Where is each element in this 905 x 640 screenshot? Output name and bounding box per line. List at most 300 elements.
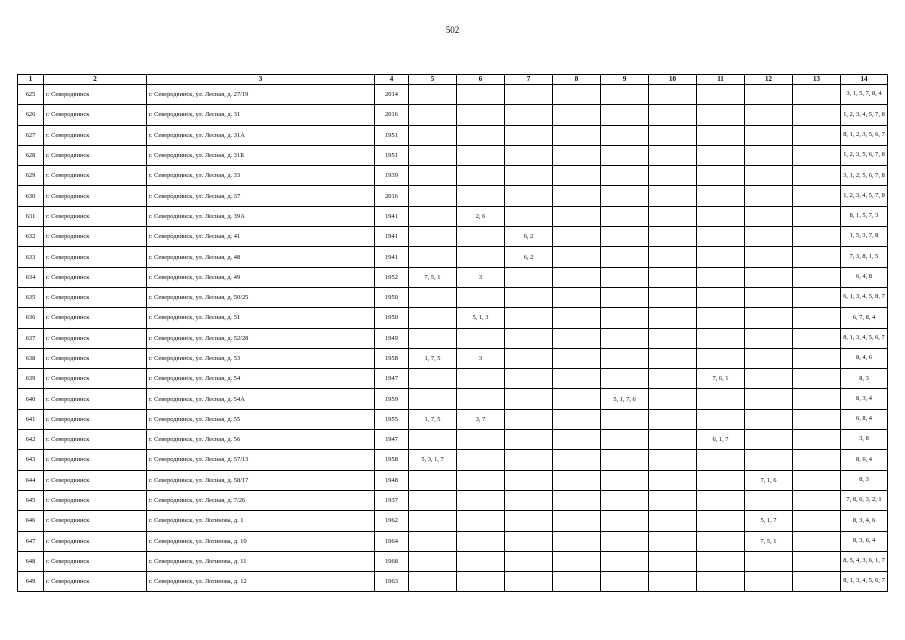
- table-cell: 8, 3, 4, 6: [841, 511, 888, 531]
- table-cell: г. Северодвинск, ул. Лесная, д. 31: [147, 105, 375, 125]
- table-cell: [745, 450, 793, 470]
- table-cell: г. Северодвинск: [44, 450, 147, 470]
- table-cell: 1958: [375, 450, 409, 470]
- table-cell: 1941: [375, 247, 409, 267]
- table-cell: г. Северодвинск: [44, 247, 147, 267]
- table-cell: г. Северодвинск: [44, 369, 147, 389]
- table-cell: г. Северодвинск, ул. Лесная, д. 27/19: [147, 85, 375, 105]
- table-cell: [505, 551, 553, 571]
- table-cell: 1941: [375, 206, 409, 226]
- table-cell: [553, 430, 601, 450]
- table-cell: 5, 1, 7: [745, 511, 793, 531]
- table-cell: [457, 145, 505, 165]
- table-cell: 630: [18, 186, 44, 206]
- table-cell: 1959: [375, 389, 409, 409]
- table-cell: [505, 206, 553, 226]
- table-row: [18, 206, 888, 226]
- table-cell: [505, 125, 553, 145]
- table-cell: [601, 166, 649, 186]
- table-cell: [505, 287, 553, 307]
- table-cell: 3: [457, 267, 505, 287]
- table-cell: [601, 430, 649, 450]
- table-cell: 638: [18, 348, 44, 368]
- table-cell: [793, 450, 841, 470]
- table-cell: [409, 470, 457, 490]
- table-cell: [793, 308, 841, 328]
- table-cell: [649, 490, 697, 510]
- table-cell: [457, 328, 505, 348]
- table-cell: 1, 2, 3, 5, 6, 7, 8: [841, 145, 888, 165]
- table-cell: [793, 409, 841, 429]
- table-cell: [553, 450, 601, 470]
- table-cell: [553, 348, 601, 368]
- table-cell: г. Северодвинск, ул. Лесная, д. 33: [147, 166, 375, 186]
- table-cell: г. Северодвинск, ул. Лесная, д. 58/17: [147, 470, 375, 490]
- table-cell: [457, 186, 505, 206]
- table-cell: [649, 470, 697, 490]
- table-cell: [745, 409, 793, 429]
- table-cell: [745, 308, 793, 328]
- table-cell: [409, 186, 457, 206]
- table-cell: [601, 186, 649, 206]
- table-cell: [649, 145, 697, 165]
- page-number: 502: [445, 25, 460, 35]
- table-cell: [505, 450, 553, 470]
- column-header: 8: [553, 75, 601, 85]
- table-cell: г. Северодвинск, ул. Лесная, д. 48: [147, 247, 375, 267]
- table-cell: [457, 572, 505, 592]
- table-row: [18, 85, 888, 105]
- table-cell: [601, 227, 649, 247]
- table-cell: [505, 470, 553, 490]
- table-cell: 1964: [375, 531, 409, 551]
- table-cell: [745, 105, 793, 125]
- table-cell: [457, 511, 505, 531]
- table-cell: г. Северодвинск: [44, 166, 147, 186]
- table-row: [18, 348, 888, 368]
- column-header: 2: [44, 75, 147, 85]
- table-cell: [745, 267, 793, 287]
- table-cell: 3, 7: [457, 409, 505, 429]
- table-cell: 6, 1, 7: [697, 430, 745, 450]
- table-cell: [697, 389, 745, 409]
- table-cell: [649, 267, 697, 287]
- table-row: [18, 145, 888, 165]
- table-cell: [505, 145, 553, 165]
- table-cell: [793, 227, 841, 247]
- table-cell: [601, 328, 649, 348]
- table-cell: 2016: [375, 186, 409, 206]
- table-cell: 8, 1, 3, 4, 5, 6, 7: [841, 328, 888, 348]
- table-cell: [745, 166, 793, 186]
- table-cell: [649, 247, 697, 267]
- table-cell: [553, 328, 601, 348]
- table-cell: [793, 267, 841, 287]
- table-cell: 7, 5, 1: [745, 531, 793, 551]
- table-cell: [793, 85, 841, 105]
- table-cell: [793, 247, 841, 267]
- table-cell: [601, 206, 649, 226]
- table-cell: [409, 328, 457, 348]
- table-cell: [697, 490, 745, 510]
- table-cell: г. Северодвинск: [44, 125, 147, 145]
- table-cell: [409, 551, 457, 571]
- table-cell: г. Северодвинск: [44, 105, 147, 125]
- table-cell: 635: [18, 287, 44, 307]
- table-cell: г. Северодвинск, ул. Логинова, д. 11: [147, 551, 375, 571]
- table-cell: [697, 328, 745, 348]
- table-cell: 7, 8, 6, 3, 2, 1: [841, 490, 888, 510]
- table-cell: 1952: [375, 267, 409, 287]
- table-cell: 5, 1, 7, 6: [601, 389, 649, 409]
- table-cell: [601, 490, 649, 510]
- table-row: [18, 450, 888, 470]
- table-cell: [697, 551, 745, 571]
- table-row: [18, 267, 888, 287]
- table-row: [18, 490, 888, 510]
- table-cell: [505, 490, 553, 510]
- table-cell: г. Северодвинск, ул. Лесная, д. 52/28: [147, 328, 375, 348]
- table-row: [18, 125, 888, 145]
- table-cell: 3, 1, 2, 5, 6, 7, 8: [841, 166, 888, 186]
- table-cell: 641: [18, 409, 44, 429]
- table-cell: [553, 227, 601, 247]
- table-cell: 8, 3: [841, 369, 888, 389]
- table-row: [18, 247, 888, 267]
- table-cell: [409, 145, 457, 165]
- table-cell: [649, 85, 697, 105]
- table-cell: 1, 2, 3, 4, 5, 7, 8: [841, 105, 888, 125]
- table-row: [18, 166, 888, 186]
- table-cell: г. Северодвинск, ул. Лесная, д. 54: [147, 369, 375, 389]
- table-cell: г. Северодвинск: [44, 227, 147, 247]
- table-cell: [505, 308, 553, 328]
- table-cell: 5, 1, 3: [457, 308, 505, 328]
- table-cell: [553, 511, 601, 531]
- table-cell: [793, 105, 841, 125]
- table-cell: 1948: [375, 470, 409, 490]
- table-cell: 8, 1, 2, 3, 5, 6, 7: [841, 125, 888, 145]
- table-cell: [409, 572, 457, 592]
- table-row: [18, 328, 888, 348]
- table-cell: 639: [18, 369, 44, 389]
- table-cell: [601, 308, 649, 328]
- table-cell: 632: [18, 227, 44, 247]
- table-cell: [649, 287, 697, 307]
- table-cell: 1962: [375, 511, 409, 531]
- table-cell: 2016: [375, 105, 409, 125]
- table-cell: 6, 2: [505, 247, 553, 267]
- table-cell: [745, 247, 793, 267]
- table-cell: 1951: [375, 145, 409, 165]
- table-cell: 7, 6, 1: [697, 369, 745, 389]
- table-cell: [505, 85, 553, 105]
- table-cell: [505, 389, 553, 409]
- column-header: 14: [841, 75, 888, 85]
- table-cell: г. Северодвинск: [44, 430, 147, 450]
- data-table: [17, 74, 888, 592]
- table-cell: 8, 4, 6: [841, 348, 888, 368]
- table-cell: [505, 105, 553, 125]
- column-header: 1: [18, 75, 44, 85]
- table-cell: [553, 470, 601, 490]
- table-row: [18, 470, 888, 490]
- table-cell: 1963: [375, 572, 409, 592]
- table-cell: [505, 348, 553, 368]
- table-cell: [697, 85, 745, 105]
- table-cell: [601, 531, 649, 551]
- table-cell: [697, 511, 745, 531]
- table-cell: [649, 186, 697, 206]
- table-cell: 643: [18, 450, 44, 470]
- table-cell: [649, 409, 697, 429]
- table-row: [18, 430, 888, 450]
- table-cell: [409, 206, 457, 226]
- table-cell: [601, 409, 649, 429]
- table-cell: 647: [18, 531, 44, 551]
- table-cell: [409, 287, 457, 307]
- table-cell: [601, 551, 649, 571]
- table-cell: г. Северодвинск, ул. Лесная, д. 55: [147, 409, 375, 429]
- table-cell: 1939: [375, 166, 409, 186]
- table-cell: [553, 572, 601, 592]
- table-cell: [793, 348, 841, 368]
- column-header: 7: [505, 75, 553, 85]
- table-cell: [793, 145, 841, 165]
- table-cell: [457, 389, 505, 409]
- table-cell: [601, 247, 649, 267]
- table-row: [18, 287, 888, 307]
- table-cell: [457, 287, 505, 307]
- table-cell: [745, 186, 793, 206]
- table-cell: 7, 1, 6: [745, 470, 793, 490]
- table-cell: г. Северодвинск, ул. Лесная, д. 31А: [147, 125, 375, 145]
- table-cell: [457, 227, 505, 247]
- table-cell: г. Северодвинск, ул. Лесная, д. 37: [147, 186, 375, 206]
- table-cell: [505, 328, 553, 348]
- table-cell: 8, 3, 4: [841, 389, 888, 409]
- table-cell: 640: [18, 389, 44, 409]
- table-cell: г. Северодвинск, ул. Лесная, д. 41: [147, 227, 375, 247]
- table-cell: [745, 287, 793, 307]
- table-cell: [649, 511, 697, 531]
- table-cell: [409, 166, 457, 186]
- table-cell: [553, 409, 601, 429]
- column-header: 10: [649, 75, 697, 85]
- table-cell: [553, 166, 601, 186]
- table-cell: [793, 531, 841, 551]
- table-cell: [697, 287, 745, 307]
- table-cell: [745, 490, 793, 510]
- table-cell: [409, 389, 457, 409]
- table-cell: 628: [18, 145, 44, 165]
- table-cell: 8, 3, 6, 4: [841, 531, 888, 551]
- table-cell: г. Северодвинск: [44, 348, 147, 368]
- table-cell: [457, 531, 505, 551]
- table-cell: [553, 267, 601, 287]
- table-cell: [505, 166, 553, 186]
- table-cell: [553, 105, 601, 125]
- table-cell: [697, 470, 745, 490]
- table-cell: [601, 369, 649, 389]
- table-cell: г. Северодвинск, ул. Логинова, д. 1: [147, 511, 375, 531]
- table-cell: [409, 369, 457, 389]
- table-cell: г. Северодвинск, ул. Лесная, д. 54А: [147, 389, 375, 409]
- table-cell: 6, 2: [505, 227, 553, 247]
- table-cell: [745, 551, 793, 571]
- table-cell: [793, 389, 841, 409]
- table-cell: [601, 450, 649, 470]
- table-cell: 626: [18, 105, 44, 125]
- column-header: 9: [601, 75, 649, 85]
- table-cell: 7, 3, 8, 1, 5: [841, 247, 888, 267]
- table-cell: [745, 227, 793, 247]
- table-cell: [553, 247, 601, 267]
- table-cell: г. Северодвинск: [44, 85, 147, 105]
- column-header: 3: [147, 75, 375, 85]
- table-row: [18, 531, 888, 551]
- table-cell: 629: [18, 166, 44, 186]
- table-cell: 3: [457, 348, 505, 368]
- table-cell: [793, 206, 841, 226]
- table-cell: г. Северодвинск: [44, 531, 147, 551]
- table-cell: [457, 166, 505, 186]
- table-cell: [649, 389, 697, 409]
- table-cell: г. Северодвинск, ул. Логинова, д. 12: [147, 572, 375, 592]
- table-cell: [601, 267, 649, 287]
- table-row: [18, 572, 888, 592]
- table-cell: г. Северодвинск, ул. Лесная, д. 57/13: [147, 450, 375, 470]
- table-cell: г. Северодвинск, ул. Лесная, д. 31Б: [147, 145, 375, 165]
- table-cell: 8, 3: [841, 470, 888, 490]
- table-cell: [745, 125, 793, 145]
- table-cell: [457, 247, 505, 267]
- table-cell: [697, 125, 745, 145]
- table-cell: [649, 531, 697, 551]
- table-cell: 8, 1, 3, 4, 5, 6, 7: [841, 572, 888, 592]
- table-cell: [649, 125, 697, 145]
- table-cell: 1941: [375, 227, 409, 247]
- table-cell: г. Северодвинск, ул. Лесная, д. 49: [147, 267, 375, 287]
- table-cell: [649, 450, 697, 470]
- table-cell: 6, 7, 8, 4: [841, 308, 888, 328]
- table-row: [18, 308, 888, 328]
- table-cell: [793, 166, 841, 186]
- table-cell: 1, 7, 5: [409, 348, 457, 368]
- table-cell: [553, 186, 601, 206]
- table-cell: [697, 572, 745, 592]
- column-header: 5: [409, 75, 457, 85]
- table-cell: 642: [18, 430, 44, 450]
- table-cell: [793, 470, 841, 490]
- table-cell: г. Северодвинск: [44, 389, 147, 409]
- table-cell: 645: [18, 490, 44, 510]
- table-cell: [505, 531, 553, 551]
- table-cell: 5, 3, 1, 7: [409, 450, 457, 470]
- table-cell: 8, 6, 4: [841, 450, 888, 470]
- table-cell: [793, 572, 841, 592]
- table-cell: г. Северодвинск: [44, 308, 147, 328]
- table-cell: г. Северодвинск: [44, 572, 147, 592]
- table-cell: 1, 5, 3, 7, 8: [841, 227, 888, 247]
- table-cell: 8, 1, 5, 7, 3: [841, 206, 888, 226]
- table-cell: [553, 490, 601, 510]
- table-body: [18, 85, 888, 592]
- table-cell: [457, 470, 505, 490]
- table-row: [18, 389, 888, 409]
- table-cell: 634: [18, 267, 44, 287]
- table-row: [18, 227, 888, 247]
- table-row: [18, 369, 888, 389]
- table-cell: 3, 1, 5, 7, 8, 4: [841, 85, 888, 105]
- table-row: [18, 511, 888, 531]
- table-cell: [745, 328, 793, 348]
- table-cell: [457, 490, 505, 510]
- table-cell: [649, 348, 697, 368]
- table-cell: [553, 551, 601, 571]
- table-cell: 1955: [375, 409, 409, 429]
- table-cell: [409, 125, 457, 145]
- table-cell: [457, 105, 505, 125]
- table-cell: [457, 450, 505, 470]
- table-row: [18, 409, 888, 429]
- table-cell: [793, 490, 841, 510]
- table-cell: 2, 6: [457, 206, 505, 226]
- table-cell: г. Северодвинск, ул. Лесная, д. 7/26: [147, 490, 375, 510]
- table-cell: [409, 85, 457, 105]
- table-cell: 1949: [375, 328, 409, 348]
- table-cell: 1, 7, 5: [409, 409, 457, 429]
- table-cell: г. Северодвинск: [44, 267, 147, 287]
- table-cell: 1958: [375, 348, 409, 368]
- table-cell: [697, 267, 745, 287]
- table-cell: [457, 430, 505, 450]
- table-cell: [505, 572, 553, 592]
- table-cell: 1950: [375, 308, 409, 328]
- table-cell: [409, 531, 457, 551]
- table-cell: [649, 551, 697, 571]
- table-cell: 1947: [375, 369, 409, 389]
- table-cell: 1937: [375, 490, 409, 510]
- table-cell: [409, 430, 457, 450]
- table-cell: 2014: [375, 85, 409, 105]
- table-cell: [745, 389, 793, 409]
- table-cell: [745, 369, 793, 389]
- table-cell: 631: [18, 206, 44, 226]
- column-header: 11: [697, 75, 745, 85]
- table-row: [18, 551, 888, 571]
- table-cell: [409, 227, 457, 247]
- table-cell: г. Северодвинск, ул. Лесная, д. 39А: [147, 206, 375, 226]
- table-cell: 1, 2, 3, 4, 5, 7, 8: [841, 186, 888, 206]
- table-cell: [649, 227, 697, 247]
- table-cell: [553, 308, 601, 328]
- table-cell: [601, 105, 649, 125]
- table-cell: [697, 186, 745, 206]
- table-cell: [505, 267, 553, 287]
- table-cell: г. Северодвинск: [44, 328, 147, 348]
- table-cell: [745, 85, 793, 105]
- table-cell: [409, 247, 457, 267]
- table-cell: [457, 125, 505, 145]
- table-cell: г. Северодвинск: [44, 511, 147, 531]
- table-cell: 625: [18, 85, 44, 105]
- table-cell: [505, 430, 553, 450]
- table-cell: г. Северодвинск: [44, 470, 147, 490]
- table-cell: [793, 551, 841, 571]
- table-cell: 8, 5, 4, 3, 6, 1, 7: [841, 551, 888, 571]
- table-cell: г. Северодвинск, ул. Лесная, д. 56: [147, 430, 375, 450]
